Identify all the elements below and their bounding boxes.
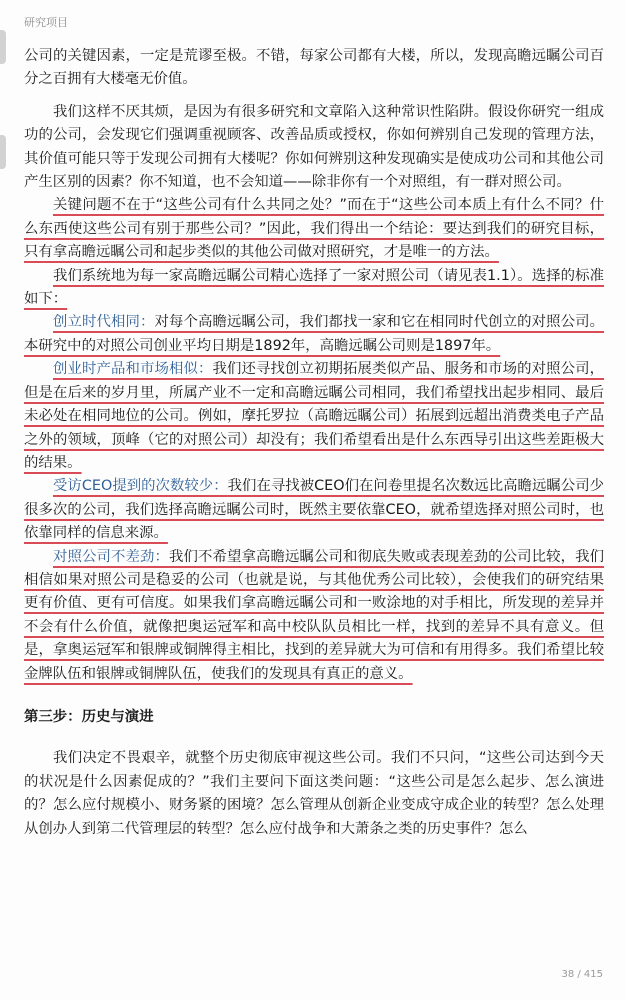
highlight[interactable] [24, 314, 604, 353]
section-heading: 第三步：历史与演进 [24, 708, 154, 725]
criterion-term: 受访CEO提到的次数较少： [53, 478, 228, 495]
highlighted-paragraph [24, 475, 604, 545]
highlighted-paragraph [24, 546, 604, 686]
criterion-term: 创立时代相同： [53, 314, 155, 331]
highlight[interactable] [24, 478, 604, 541]
side-page-tab[interactable] [0, 135, 6, 169]
highlighted-paragraph [24, 194, 604, 264]
document-title: 研究项目 [24, 16, 68, 29]
page-number: 38 / 415 [561, 969, 603, 980]
criterion-text: 我们不希望拿高瞻远瞩公司和彻底失败或表现差劲的公司比较，我们相信如果对照公司是稳妥的公司（也就是说，与其他优秀公司比较），会使我们的研究结果更有价值、更有可信度。如果我们拿高瞻远瞩公司和一败涂地的对手相比，所发现的差异并不会有什么价值，就像把奥运冠军和高中校队队员相比一样，找到的差异不具有意义。但是，拿奥运冠军和银牌或铜牌得主相比，找到的差异就大为可信和有用得多。我们希望比较金牌队伍和银牌或铜牌队伍，使我们的发现具有真正的意义。 [24, 548, 604, 682]
highlight[interactable]: 我们系统地为每一家高瞻远瞩公司精心选择了一家对照公司（请见表1.1）。选择的标准如下： [24, 267, 604, 308]
highlight[interactable]: 关键问题不在于“这些公司有什么共同之处？”而在于“这些公司本质上有什么不同？什么东西使这些公司有别于那些公司？”因此，我们得出一个结论：要达到我们的研究目标，只有拿高瞻远瞩公司和起步类似的其他公司做对照研究，才是唯一的方法。 [24, 197, 604, 261]
criterion-term: 对照公司不差劲： [53, 548, 170, 565]
page-content [24, 45, 604, 841]
paragraph: 公司的关键因素，一定是荒谬至极。不错，每家公司都有大楼，所以，发现高瞻远瞩公司百分之百拥有大楼毫无价值。 [24, 48, 604, 88]
paragraph: 我们决定不畏艰辛，就整个历史彻底审视这些公司。我们不只问，“这些公司达到今天的状况是什么因素促成的？”我们主要问下面这类问题：“这些公司是怎么起步、怎么演进的？怎么应付规模小、财务紧的困境？怎么管理从创新企业变成守成企业的转型？怎么处理从创办人到第二代管理层的转型？怎么应付战争和大萧条之类的历史事件？怎么 [24, 750, 604, 837]
highlight[interactable] [24, 549, 604, 682]
paragraph: 我们这样不厌其烦，是因为有很多研究和文章陷入这种常识性陷阱。假设你研究一组成功的公司，会发现它们强调重视顾客、改善品质或授权，你如何辨别自己发现的管理方法，其价值可能只等于发现公司拥有大楼呢？你如何辨别这种发现确实是使成功公司和其他公司产生区别的因素？你不知道，也不会知道——除非你有一个对照组，有一群对照公司。 [24, 103, 604, 191]
highlighted-paragraph [24, 265, 604, 312]
highlight[interactable] [24, 361, 604, 471]
highlighted-paragraph [24, 311, 604, 358]
criterion-text: 我们还寻找创立初期拓展类似产品、服务和市场的对照公司，但是在后来的岁月里，所属产业不一定和高瞻远瞩公司相同，我们希望找出起步相同、最后未必处在相同地位的公司。例如，摩托罗拉（高瞻远瞩公司）拓展到远超出消费类电子产品之外的领域，顶峰（它的对照公司）却没有；我们希望看出是什么东西导引出这些差距极大的结果。 [24, 361, 604, 471]
criterion-text: 对每个高瞻远瞩公司，我们都找一家和它在相同时代创立的对照公司。本研究中的对照公司创业平均日期是1892年，高瞻远瞩公司则是1897年。 [24, 314, 604, 354]
highlighted-paragraph [24, 358, 604, 475]
criterion-term: 创业时产品和市场相似： [53, 361, 213, 378]
side-page-tab[interactable] [0, 30, 6, 64]
criterion-text: 我们在寻找被CEO们在问卷里提名次数远比高瞻远瞩公司少很多次的公司，我们选择高瞻远瞩公司时，既然主要依靠CEO，就希望选择对照公司时，也依靠同样的信息来源。 [24, 478, 604, 542]
